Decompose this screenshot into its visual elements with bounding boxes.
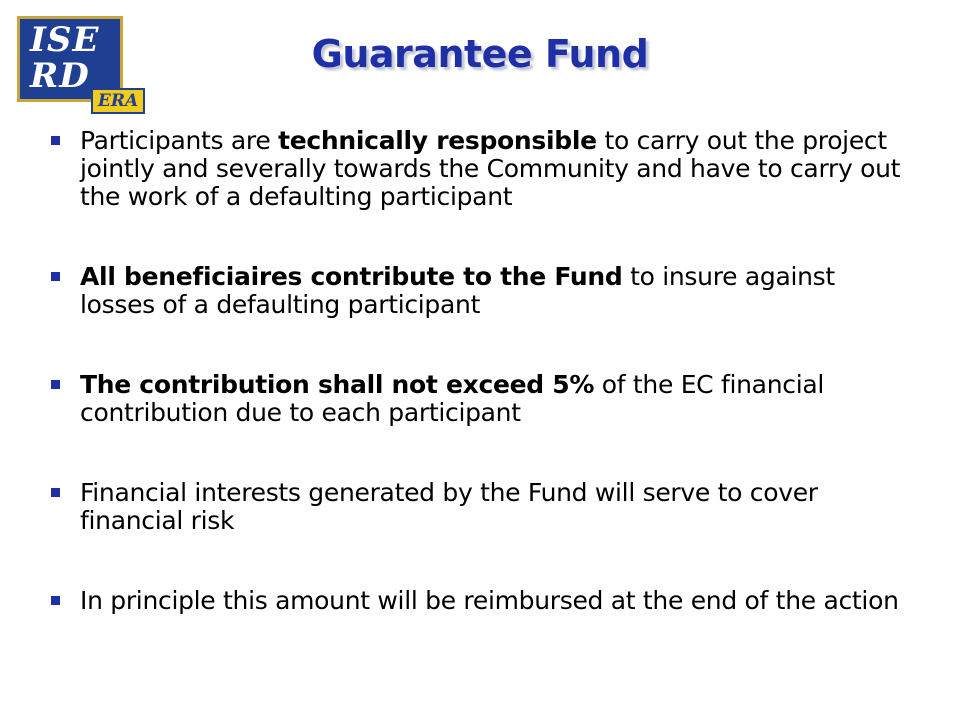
bullet-bold-text: technically responsible <box>278 126 597 155</box>
bullet-list <box>50 127 910 667</box>
square-bullet-icon <box>51 380 60 389</box>
slide-title: Guarantee Fund <box>311 32 649 76</box>
bullet-item <box>50 127 910 211</box>
square-bullet-icon <box>51 272 60 281</box>
logo-text-line2: RD <box>30 56 90 96</box>
square-bullet-icon <box>51 488 60 497</box>
bullet-item <box>50 371 910 427</box>
bullet-text: Financial interests generated by the Fund will serve to cover financial risk <box>80 478 818 535</box>
logo-tag: ERA <box>91 88 145 114</box>
bullet-text: to insure against losses of a defaulting participant <box>80 262 835 319</box>
bullet-text: of the EC financial contribution due to each participant <box>80 370 825 427</box>
bullet-item <box>50 263 910 319</box>
square-bullet-icon <box>51 136 60 145</box>
bullet-item <box>50 587 910 615</box>
bullet-bold-text: The contribution shall not exceed 5% <box>80 370 595 399</box>
bullet-text: In principle this amount will be reimbursed at the end of the action <box>80 586 899 615</box>
bullet-text: Participants are <box>80 126 279 155</box>
bullet-bold-text: All beneficiaires contribute to the Fund <box>80 262 623 291</box>
square-bullet-icon <box>51 596 60 605</box>
bullet-item <box>50 479 910 535</box>
bullet-text: to carry out the project jointly and severally towards the Community and have to carry out the work of a defaulting participant <box>80 126 901 211</box>
logo-text-line1: ISE <box>30 20 100 60</box>
